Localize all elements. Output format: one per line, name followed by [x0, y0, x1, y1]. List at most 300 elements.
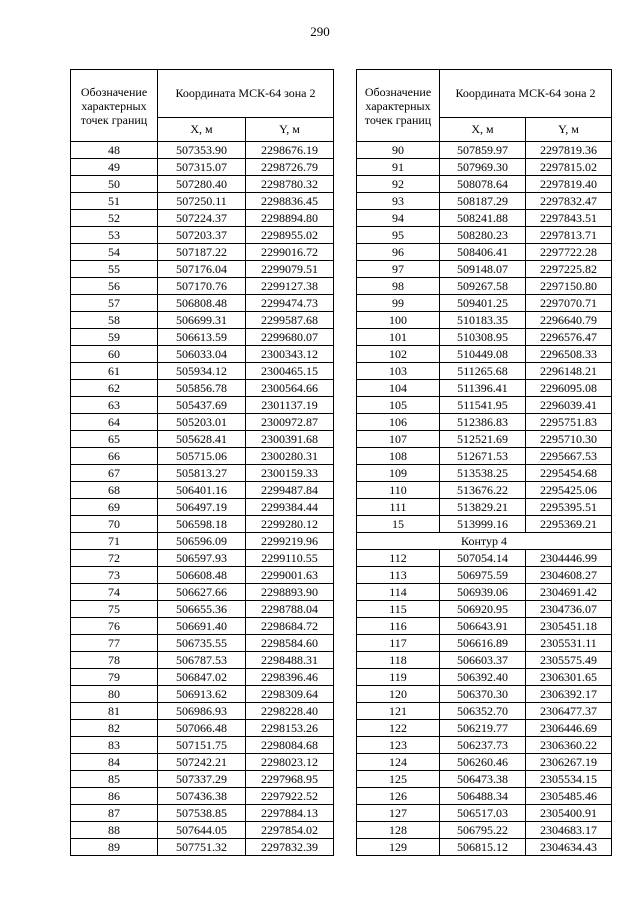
point-number: 123: [357, 737, 440, 754]
point-number: 55: [71, 261, 158, 278]
point-number: 54: [71, 244, 158, 261]
table-row: [71, 635, 334, 652]
x-coordinate: 506596.09: [158, 533, 246, 550]
table-row: [71, 482, 334, 499]
y-coordinate: 2298584.60: [246, 635, 334, 652]
table-row: [357, 703, 612, 720]
x-coordinate: 508078.64: [440, 176, 526, 193]
section-label: Контур 4: [357, 533, 612, 550]
x-coordinate: 511265.68: [440, 363, 526, 380]
point-number: 78: [71, 652, 158, 669]
table-row: [357, 431, 612, 448]
table-row: [71, 261, 334, 278]
x-coordinate: 510183.35: [440, 312, 526, 329]
x-coordinate: 510449.08: [440, 346, 526, 363]
y-coordinate: 2297922.52: [246, 788, 334, 805]
point-number: 73: [71, 567, 158, 584]
x-coordinate: 509401.25: [440, 295, 526, 312]
point-number: 109: [357, 465, 440, 482]
y-coordinate: 2306267.19: [526, 754, 612, 771]
x-coordinate: 506352.70: [440, 703, 526, 720]
point-number: 56: [71, 278, 158, 295]
point-number: 128: [357, 822, 440, 839]
coordinate-header: Координата МСК-64 зона 2: [158, 70, 334, 118]
y-coordinate: 2305531.11: [526, 635, 612, 652]
table-row: [71, 295, 334, 312]
y-coordinate: 2295710.30: [526, 431, 612, 448]
y-coordinate: 2298153.26: [246, 720, 334, 737]
y-coordinate: 2296508.33: [526, 346, 612, 363]
x-header: X, м: [158, 118, 246, 142]
y-coordinate: 2300972.87: [246, 414, 334, 431]
point-number: 95: [357, 227, 440, 244]
x-coordinate: 507280.40: [158, 176, 246, 193]
table-row: [357, 550, 612, 567]
table-row: [357, 822, 612, 839]
y-coordinate: 2300280.31: [246, 448, 334, 465]
table-row: [71, 686, 334, 703]
x-coordinate: 506655.36: [158, 601, 246, 618]
table-row: [71, 499, 334, 516]
table-row: [357, 312, 612, 329]
coordinates-table-left: [70, 69, 334, 856]
table-row: [71, 601, 334, 618]
y-coordinate: 2299016.72: [246, 244, 334, 261]
x-coordinate: 506598.18: [158, 516, 246, 533]
x-coordinate: 506847.02: [158, 669, 246, 686]
table-row: [357, 737, 612, 754]
y-coordinate: 2295667.53: [526, 448, 612, 465]
y-coordinate: 2300391.68: [246, 431, 334, 448]
x-coordinate: 505813.27: [158, 465, 246, 482]
table-row: [357, 686, 612, 703]
x-coordinate: 506401.16: [158, 482, 246, 499]
x-coordinate: 506787.53: [158, 652, 246, 669]
x-coordinate: 505628.41: [158, 431, 246, 448]
table-row: [71, 652, 334, 669]
y-coordinate: 2297813.71: [526, 227, 612, 244]
x-coordinate: 511396.41: [440, 380, 526, 397]
x-coordinate: 512521.69: [440, 431, 526, 448]
y-coordinate: 2298023.12: [246, 754, 334, 771]
x-coordinate: 506975.59: [440, 567, 526, 584]
table-row: [357, 482, 612, 499]
designation-header: Обозначение характерных точек границ: [357, 70, 440, 142]
table-row: [357, 516, 612, 533]
x-coordinate: 506488.34: [440, 788, 526, 805]
table-row: [357, 499, 612, 516]
table-row: [71, 754, 334, 771]
table-row: [357, 788, 612, 805]
table-row: [357, 193, 612, 210]
x-coordinate: 506497.19: [158, 499, 246, 516]
x-coordinate: 507054.14: [440, 550, 526, 567]
point-number: 79: [71, 669, 158, 686]
table-row: [357, 754, 612, 771]
x-coordinate: 507170.76: [158, 278, 246, 295]
x-coordinate: 512386.83: [440, 414, 526, 431]
y-coordinate: 2296148.21: [526, 363, 612, 380]
y-coordinate: 2297832.39: [246, 839, 334, 856]
point-number: 88: [71, 822, 158, 839]
y-coordinate: 2299587.68: [246, 312, 334, 329]
y-coordinate: 2299280.12: [246, 516, 334, 533]
point-number: 85: [71, 771, 158, 788]
point-number: 58: [71, 312, 158, 329]
y-coordinate: 2298780.32: [246, 176, 334, 193]
table-row: [357, 227, 612, 244]
x-coordinate: 506699.31: [158, 312, 246, 329]
table-row: [357, 771, 612, 788]
y-header: Y, м: [246, 118, 334, 142]
y-coordinate: 2296039.41: [526, 397, 612, 414]
table-row: [71, 363, 334, 380]
table-row: [71, 805, 334, 822]
x-coordinate: 513999.16: [440, 516, 526, 533]
y-coordinate: 2304691.42: [526, 584, 612, 601]
x-coordinate: 506913.62: [158, 686, 246, 703]
y-coordinate: 2304634.43: [526, 839, 612, 856]
point-number: 101: [357, 329, 440, 346]
x-coordinate: 507337.29: [158, 771, 246, 788]
table-row: [357, 176, 612, 193]
table-row: [71, 227, 334, 244]
y-coordinate: 2297070.71: [526, 295, 612, 312]
point-number: 118: [357, 652, 440, 669]
table-row: [71, 380, 334, 397]
y-coordinate: 2305534.15: [526, 771, 612, 788]
point-number: 114: [357, 584, 440, 601]
point-number: 99: [357, 295, 440, 312]
point-number: 15: [357, 516, 440, 533]
point-number: 67: [71, 465, 158, 482]
page-number: 290: [310, 24, 330, 39]
x-coordinate: 508187.29: [440, 193, 526, 210]
x-coordinate: 507353.90: [158, 142, 246, 159]
y-coordinate: 2300159.33: [246, 465, 334, 482]
x-coordinate: 507151.75: [158, 737, 246, 754]
table-row: [71, 193, 334, 210]
y-coordinate: 2305485.46: [526, 788, 612, 805]
point-number: 112: [357, 550, 440, 567]
x-coordinate: 507859.97: [440, 142, 526, 159]
y-coordinate: 2304683.17: [526, 822, 612, 839]
table-row: [71, 244, 334, 261]
y-coordinate: 2300343.12: [246, 346, 334, 363]
table-body-left: [71, 142, 334, 856]
table-row: [71, 720, 334, 737]
x-coordinate: 506986.93: [158, 703, 246, 720]
x-coordinate: 508280.23: [440, 227, 526, 244]
point-number: 74: [71, 584, 158, 601]
point-number: 103: [357, 363, 440, 380]
point-number: 110: [357, 482, 440, 499]
x-coordinate: 510308.95: [440, 329, 526, 346]
point-number: 70: [71, 516, 158, 533]
x-coordinate: 506735.55: [158, 635, 246, 652]
table-row: [357, 448, 612, 465]
x-coordinate: 507969.30: [440, 159, 526, 176]
point-number: 50: [71, 176, 158, 193]
table-row: [357, 346, 612, 363]
x-coordinate: 506627.66: [158, 584, 246, 601]
table-row: [357, 652, 612, 669]
y-coordinate: 2299079.51: [246, 261, 334, 278]
point-number: 75: [71, 601, 158, 618]
y-coordinate: 2298894.80: [246, 210, 334, 227]
x-coordinate: 506608.48: [158, 567, 246, 584]
y-coordinate: 2300465.15: [246, 363, 334, 380]
table-row: [357, 210, 612, 227]
point-number: 113: [357, 567, 440, 584]
point-number: 82: [71, 720, 158, 737]
y-coordinate: 2297225.82: [526, 261, 612, 278]
x-coordinate: 506795.22: [440, 822, 526, 839]
table-row: [71, 771, 334, 788]
x-coordinate: 506691.40: [158, 618, 246, 635]
y-coordinate: 2297150.80: [526, 278, 612, 295]
table-row: [357, 295, 612, 312]
x-coordinate: 505715.06: [158, 448, 246, 465]
point-number: 87: [71, 805, 158, 822]
point-number: 111: [357, 499, 440, 516]
x-coordinate: 507644.05: [158, 822, 246, 839]
x-coordinate: 513829.21: [440, 499, 526, 516]
point-number: 49: [71, 159, 158, 176]
y-coordinate: 2299680.07: [246, 329, 334, 346]
x-coordinate: 509267.58: [440, 278, 526, 295]
y-coordinate: 2299127.38: [246, 278, 334, 295]
x-coordinate: 506370.30: [440, 686, 526, 703]
point-number: 122: [357, 720, 440, 737]
point-number: 80: [71, 686, 158, 703]
x-coordinate: 508406.41: [440, 244, 526, 261]
table-row: [357, 465, 612, 482]
point-number: 120: [357, 686, 440, 703]
table-row: [357, 584, 612, 601]
y-coordinate: 2300564.66: [246, 380, 334, 397]
y-coordinate: 2298309.64: [246, 686, 334, 703]
section-row: [357, 533, 612, 550]
x-coordinate: 506473.38: [440, 771, 526, 788]
coordinates-table-right: [356, 69, 612, 856]
y-coordinate: 2299384.44: [246, 499, 334, 516]
table-row: [357, 329, 612, 346]
point-number: 91: [357, 159, 440, 176]
point-number: 83: [71, 737, 158, 754]
y-coordinate: 2297832.47: [526, 193, 612, 210]
table-row: [71, 550, 334, 567]
x-coordinate: 505437.69: [158, 397, 246, 414]
point-number: 117: [357, 635, 440, 652]
point-number: 59: [71, 329, 158, 346]
table-row: [357, 635, 612, 652]
x-coordinate: 511541.95: [440, 397, 526, 414]
y-coordinate: 2297884.13: [246, 805, 334, 822]
point-number: 125: [357, 771, 440, 788]
point-number: 107: [357, 431, 440, 448]
y-coordinate: 2306477.37: [526, 703, 612, 720]
table-row: [71, 516, 334, 533]
point-number: 57: [71, 295, 158, 312]
y-coordinate: 2298488.31: [246, 652, 334, 669]
x-coordinate: 506033.04: [158, 346, 246, 363]
y-coordinate: 2297843.51: [526, 210, 612, 227]
table-row: [71, 465, 334, 482]
x-coordinate: 506603.37: [440, 652, 526, 669]
point-number: 77: [71, 635, 158, 652]
table-row: [71, 159, 334, 176]
y-header: Y, м: [526, 118, 612, 142]
point-number: 129: [357, 839, 440, 856]
table-row: [357, 278, 612, 295]
x-coordinate: 506643.91: [440, 618, 526, 635]
x-coordinate: 506613.59: [158, 329, 246, 346]
x-coordinate: 507538.85: [158, 805, 246, 822]
table-row: [71, 584, 334, 601]
x-coordinate: 507176.04: [158, 261, 246, 278]
y-coordinate: 2296576.47: [526, 329, 612, 346]
y-coordinate: 2298228.40: [246, 703, 334, 720]
table-row: [357, 380, 612, 397]
point-number: 127: [357, 805, 440, 822]
y-coordinate: 2305400.91: [526, 805, 612, 822]
y-coordinate: 2295395.51: [526, 499, 612, 516]
x-coordinate: 506517.03: [440, 805, 526, 822]
point-number: 116: [357, 618, 440, 635]
point-number: 97: [357, 261, 440, 278]
table-body-right: [357, 142, 612, 856]
point-number: 102: [357, 346, 440, 363]
y-coordinate: 2305575.49: [526, 652, 612, 669]
point-number: 72: [71, 550, 158, 567]
point-number: 98: [357, 278, 440, 295]
x-coordinate: 507066.48: [158, 720, 246, 737]
y-coordinate: 2295425.06: [526, 482, 612, 499]
point-number: 66: [71, 448, 158, 465]
table-row: [357, 567, 612, 584]
designation-header: Обозначение характерных точек границ: [71, 70, 158, 142]
point-number: 60: [71, 346, 158, 363]
point-number: 90: [357, 142, 440, 159]
table-row: [71, 618, 334, 635]
x-coordinate: 513538.25: [440, 465, 526, 482]
y-coordinate: 2295369.21: [526, 516, 612, 533]
table-row: [357, 414, 612, 431]
point-number: 124: [357, 754, 440, 771]
point-number: 81: [71, 703, 158, 720]
table-row: [71, 822, 334, 839]
y-coordinate: 2306392.17: [526, 686, 612, 703]
table-row: [71, 176, 334, 193]
point-number: 126: [357, 788, 440, 805]
point-number: 62: [71, 380, 158, 397]
x-coordinate: 507751.32: [158, 839, 246, 856]
y-coordinate: 2304608.27: [526, 567, 612, 584]
y-coordinate: 2298396.46: [246, 669, 334, 686]
point-number: 63: [71, 397, 158, 414]
point-number: 104: [357, 380, 440, 397]
point-number: 115: [357, 601, 440, 618]
y-coordinate: 2297815.02: [526, 159, 612, 176]
x-coordinate: 508241.88: [440, 210, 526, 227]
y-coordinate: 2299110.55: [246, 550, 334, 567]
table-row: [71, 533, 334, 550]
table-row: [357, 839, 612, 856]
x-coordinate: 507187.22: [158, 244, 246, 261]
point-number: 61: [71, 363, 158, 380]
point-number: 64: [71, 414, 158, 431]
point-number: 51: [71, 193, 158, 210]
table-row: [357, 244, 612, 261]
x-coordinate: 512671.53: [440, 448, 526, 465]
x-coordinate: 506597.93: [158, 550, 246, 567]
y-coordinate: 2298788.04: [246, 601, 334, 618]
y-coordinate: 2296095.08: [526, 380, 612, 397]
y-coordinate: 2306301.65: [526, 669, 612, 686]
point-number: 92: [357, 176, 440, 193]
x-coordinate: 507315.07: [158, 159, 246, 176]
point-number: 108: [357, 448, 440, 465]
table-row: [71, 397, 334, 414]
table-row: [357, 159, 612, 176]
x-coordinate: 505856.78: [158, 380, 246, 397]
table-row: [71, 703, 334, 720]
point-number: 86: [71, 788, 158, 805]
x-coordinate: 507203.37: [158, 227, 246, 244]
x-coordinate: 506616.89: [440, 635, 526, 652]
y-coordinate: 2298836.45: [246, 193, 334, 210]
x-coordinate: 506939.06: [440, 584, 526, 601]
table-row: [71, 448, 334, 465]
y-coordinate: 2305451.18: [526, 618, 612, 635]
y-coordinate: 2299219.96: [246, 533, 334, 550]
x-coordinate: 506815.12: [440, 839, 526, 856]
table-row: [357, 669, 612, 686]
point-number: 48: [71, 142, 158, 159]
x-coordinate: 507250.11: [158, 193, 246, 210]
point-number: 71: [71, 533, 158, 550]
y-coordinate: 2298684.72: [246, 618, 334, 635]
y-coordinate: 2297819.40: [526, 176, 612, 193]
point-number: 100: [357, 312, 440, 329]
y-coordinate: 2306360.22: [526, 737, 612, 754]
point-number: 69: [71, 499, 158, 516]
x-coordinate: 506260.46: [440, 754, 526, 771]
point-number: 94: [357, 210, 440, 227]
table-row: [357, 261, 612, 278]
y-coordinate: 2297968.95: [246, 771, 334, 788]
point-number: 65: [71, 431, 158, 448]
table-row: [71, 788, 334, 805]
x-coordinate: 505203.01: [158, 414, 246, 431]
x-header: X, м: [440, 118, 526, 142]
point-number: 84: [71, 754, 158, 771]
table-row: [71, 431, 334, 448]
x-coordinate: 506808.48: [158, 295, 246, 312]
table-row: [71, 329, 334, 346]
y-coordinate: 2299474.73: [246, 295, 334, 312]
point-number: 121: [357, 703, 440, 720]
y-coordinate: 2304446.99: [526, 550, 612, 567]
point-number: 93: [357, 193, 440, 210]
table-row: [71, 346, 334, 363]
table-row: [357, 601, 612, 618]
x-coordinate: 506920.95: [440, 601, 526, 618]
y-coordinate: 2304736.07: [526, 601, 612, 618]
point-number: 106: [357, 414, 440, 431]
table-row: [71, 737, 334, 754]
